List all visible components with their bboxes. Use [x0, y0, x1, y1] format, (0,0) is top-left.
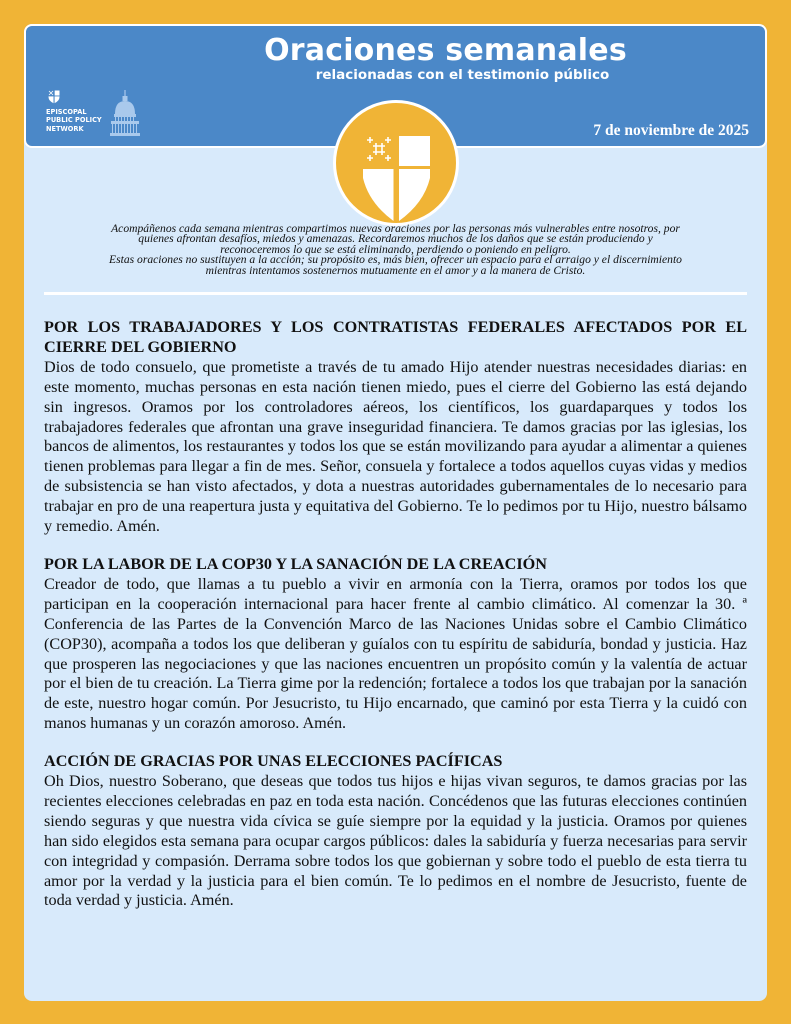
org-name-line: NETWORK [46, 124, 84, 133]
prayer-section [44, 318, 747, 537]
prayer-heading: ACCIÓN DE GRACIAS POR UNAS ELECCIONES PACÍFICAS [44, 752, 503, 771]
intro-line: quienes afrontan desafíos, miedos y amenazas. Recordaremos muchos de los daños que se están produciendo y [138, 232, 653, 246]
page-subtitle: relacionadas con el testimonio público [315, 67, 610, 83]
shield-graphic [336, 103, 456, 223]
intro-text [44, 224, 747, 276]
org-name-line: EPISCOPAL [46, 108, 87, 116]
org-name [46, 108, 102, 133]
episcopal-shield-emblem-icon [333, 100, 459, 226]
prayer-body: Creador de todo, que llamas a tu pueblo a vivir en armonía con la Tierra, oramos por todos los que participan en la cooperación internacional para hacer frente al cambio climático. Al comenzar la 30. ª Conferencia de las Partes de la Convención Marco de las Naciones Unidas sobre el Cambio Climático (COP30), acompaña a todos los que deliberan y guíalos con tu espíritu de sabiduría, bondad y justicia. Haz que prosperen las negociaciones y que las naciones encuentren un propósito común y la valentía de actuar por el bien de tu creación. La Tierra gime por la redención; fortalece a todos los que trabajan por la sanación de este, nuestro hogar común. Por Jesucristo, tu Hijo encarnado, que caminó por esta Tierra y la cuidó con manos humanas y un corazón amoroso. Amén. [44, 574, 747, 733]
divider [44, 292, 747, 295]
intro-line: Estas oraciones no sustituyen a la acción; su propósito es, más bien, ofrecer un espacio para el arraigo y el discernimiento [109, 253, 682, 267]
intro-line: reconoceremos lo que se está eliminando, perdiendo o poniendo en peligro. [220, 242, 571, 256]
episcopal-public-policy-network-logo [46, 90, 146, 140]
prayers-list [44, 318, 747, 929]
capitol-dome-icon [110, 90, 140, 136]
prayer-heading: POR LOS TRABAJADORES Y LOS CONTRATISTAS FEDERALES AFECTADOS POR EL CIERRE DEL GOBIERNO [44, 318, 747, 356]
prayer-body: Dios de todo consuelo, que prometiste a través de tu amado Hijo atender nuestras necesidades diarias: en este momento, muchas personas en esta nación tienen miedo, pues el cierre del Gobierno las está dejando sin ingresos. Oramos por los controladores aéreos, los científicos, los guardaparques y todos los trabajadores federales que afrontan una grave inseguridad financiera. Te damos gracias por las iglesias, los bancos de alimentos, los restaurantes y todos los que se están movilizando para ayudar a alimentar a quienes tienen problemas para llegar a fin de mes. Señor, consuela y fortalece a todos aquellos cuyas vidas y medios de subsistencia se han visto afectados, y dota a nuestras autoridades gubernamentales de lo necesario para trabajar en pro de una reapertura justa y equitativa del Gobierno. Te lo pedimos por tu Hijo, nuestro bálsamo y remedio. Amén. [44, 357, 747, 536]
publication-date: 7 de noviembre de 2025 [593, 122, 749, 139]
prayer-section [44, 555, 747, 734]
intro-line: Acompáñenos cada semana mientras compartimos nuevas oraciones por las personas más vulnerables entre nosotros, por [111, 222, 680, 235]
content-panel [24, 24, 767, 1001]
intro-line: mientras intentamos sostenernos mutuamente en el amor y a la manera de Cristo. [205, 263, 586, 277]
prayer-section [44, 752, 747, 911]
prayer-heading: POR LA LABOR DE LA COP30 Y LA SANACIÓN DE LA CREACIÓN [44, 554, 547, 573]
org-name-line: PUBLIC POLICY [46, 116, 102, 125]
page-title: Oraciones semanales [264, 33, 627, 68]
episcopal-shield-icon [48, 90, 60, 104]
prayer-body: Oh Dios, nuestro Soberano, que deseas que todos tus hijos e hijas vivan seguros, te damos gracias por las recientes elecciones celebradas en paz en toda esta nación. Concédenos que las futuras elecciones continúen siendo seguras y que nuestra vida cívica se guíe siempre por la equidad y la justicia. Oramos por quienes han sido elegidos esta semana para ocupar cargos públicos: dales la sabiduría y fuerza necesarias para servir con integridad y compasión. Derrama sobre todos los que gobiernan y sobre todo el pueblo de esta tierra tu amor por la verdad y la justicia para el bien común. Te lo pedimos en el nombre de Jesucristo, fuente de toda verdad y justicia. Amén. [44, 772, 747, 910]
